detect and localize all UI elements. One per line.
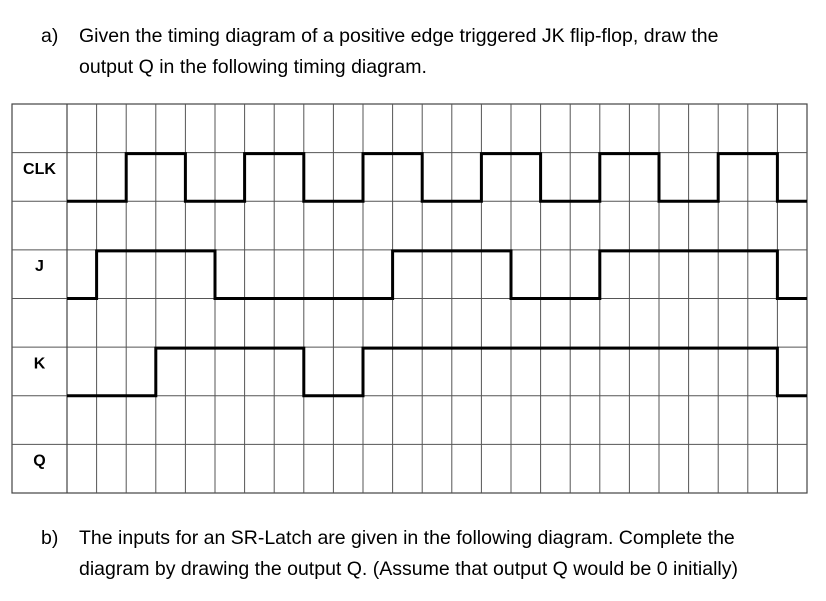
question-b-marker: b) — [41, 527, 59, 549]
question-a-line-1: Given the timing diagram of a positive edge triggered JK flip-flop, draw the — [79, 25, 719, 47]
signal-labels — [23, 161, 56, 470]
signal-label-j: J — [35, 258, 44, 276]
signal-label-k: K — [33, 355, 46, 373]
waveform-k — [67, 348, 807, 396]
waveform-clk — [67, 154, 807, 202]
question-a-line-2: output Q in the following timing diagram. — [79, 56, 427, 78]
timing-grid — [12, 104, 807, 493]
question-a-marker: a) — [41, 25, 59, 47]
question-b-text — [79, 523, 738, 585]
signal-label-q: Q — [33, 452, 46, 470]
question-b-line-2: diagram by drawing the output Q. (Assume that output Q would be 0 initially) — [79, 558, 739, 580]
signal-label-clk: CLK — [23, 160, 56, 178]
waveform-j — [67, 251, 807, 299]
question-b-line-1: The inputs for an SR-Latch are given in the following diagram. Complete the — [79, 527, 735, 549]
question-b — [41, 523, 821, 587]
waveforms — [67, 154, 807, 396]
